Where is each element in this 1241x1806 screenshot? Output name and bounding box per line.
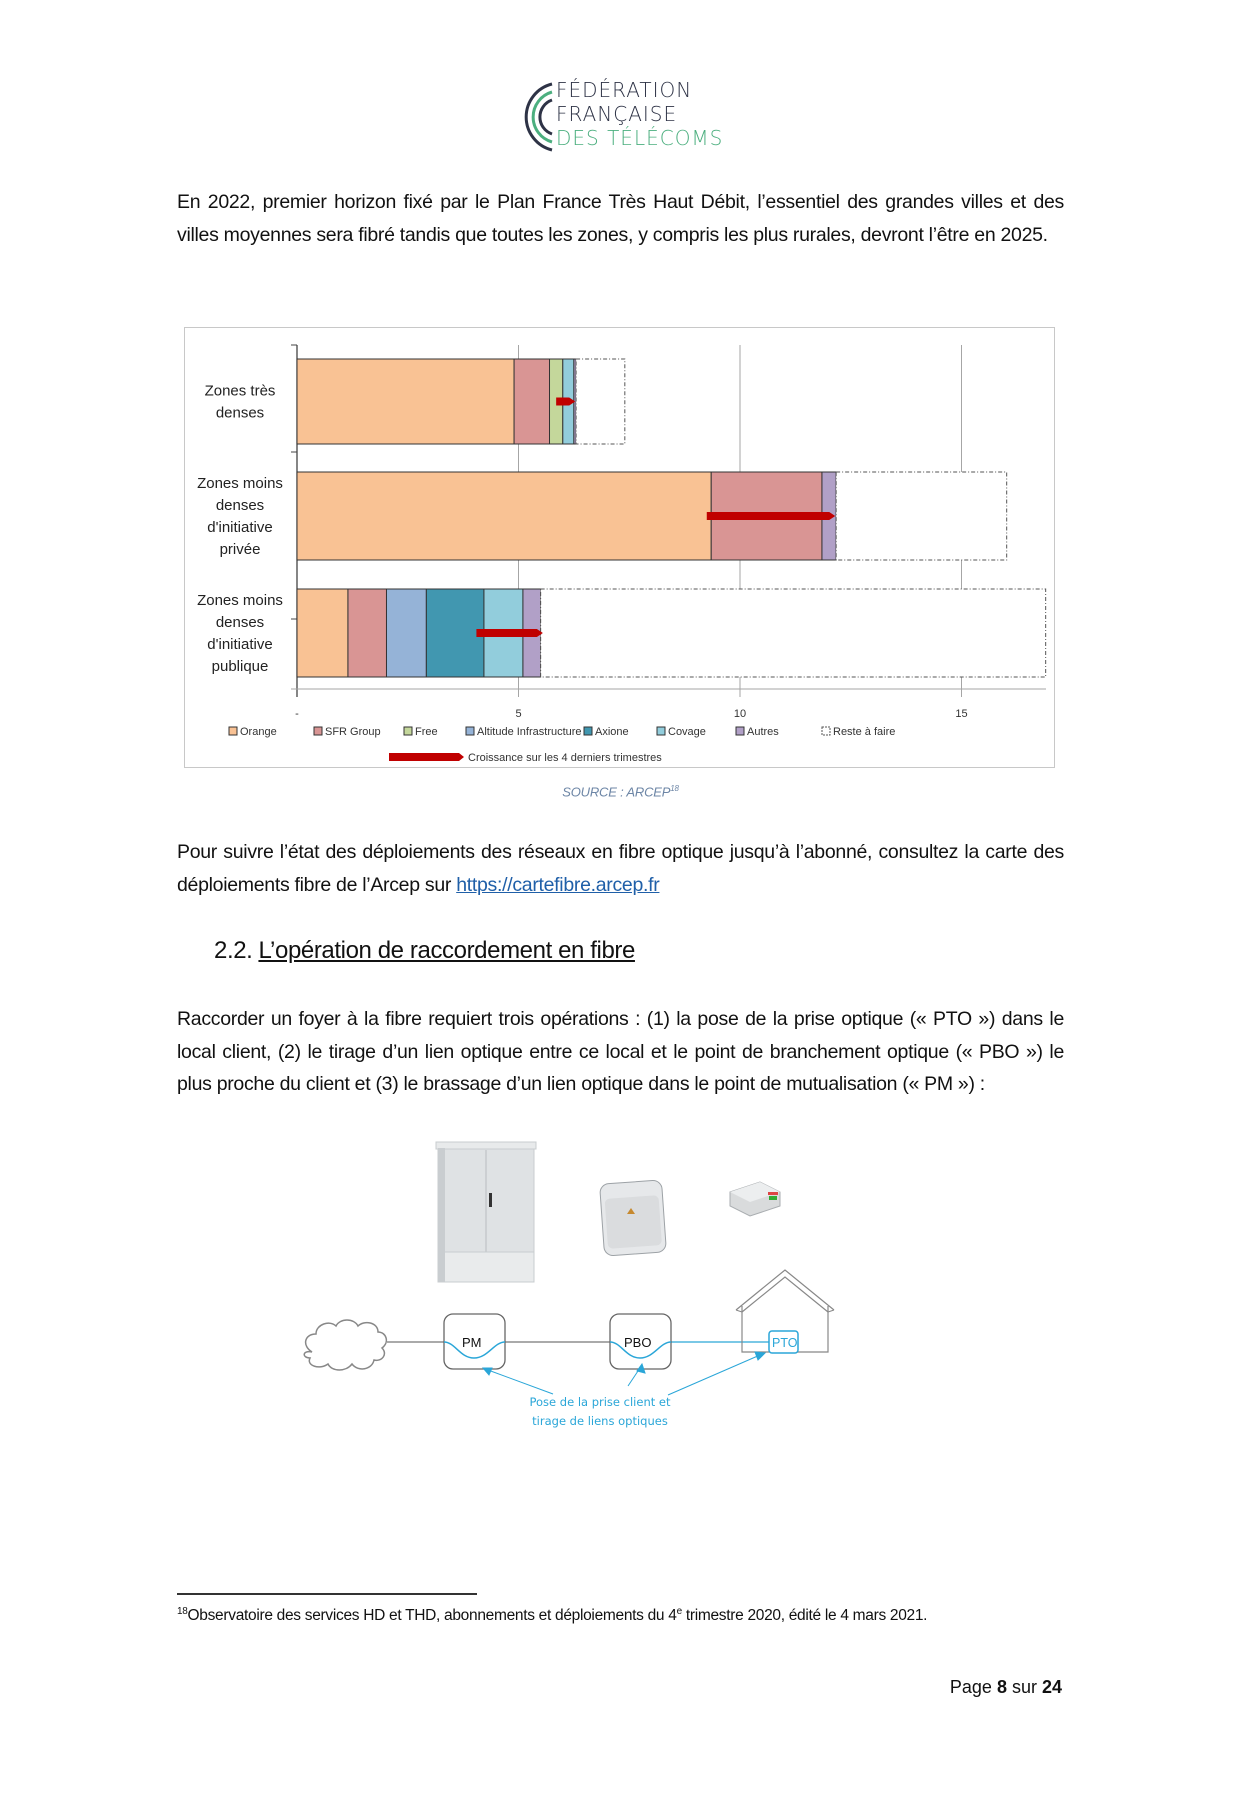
logo-line-2: FRANÇAISE [556, 102, 678, 126]
footnote [177, 1606, 927, 1625]
bar-segment-orange [297, 359, 514, 444]
page-mid: sur [1006, 1677, 1042, 1697]
legend-swatch [314, 727, 322, 735]
category-label: Zones moins [197, 592, 283, 609]
x-tick-label: 15 [955, 708, 968, 720]
legend-swatch [229, 727, 237, 735]
legend-label: Altitude Infrastructure [477, 726, 582, 738]
bar-segment-sfr-group [348, 589, 387, 677]
legend-growth-arrow [389, 753, 464, 761]
legend-label: Autres [747, 726, 779, 738]
pm-label: PM [462, 1335, 482, 1350]
legend-label: Free [415, 726, 438, 738]
legend-label: Orange [240, 726, 277, 738]
fiber-connection-diagram [290, 1130, 950, 1428]
legend-swatch [736, 727, 744, 735]
category-label: denses [215, 404, 265, 422]
annotation-line-1: Pose de la prise client et [529, 1395, 671, 1409]
legend-swatch [822, 727, 830, 735]
category-label: d'initiative [207, 519, 273, 536]
footnote-number: 18 [177, 1606, 188, 1617]
cartefibre-link[interactable]: https://cartefibre.arcep.fr [456, 873, 660, 896]
bar-segment-reste-faire [836, 472, 1007, 560]
legend-swatch [404, 727, 412, 735]
growth-arrow [476, 629, 542, 637]
caption-text: SOURCE : ARCEP [562, 784, 671, 800]
caption-footnote-ref[interactable]: 18 [670, 784, 679, 793]
paragraph-arcep-map [177, 836, 1064, 901]
pm-node[interactable] [444, 1314, 505, 1369]
legend-label: Axione [595, 726, 629, 738]
pbo-label: PBO [624, 1335, 652, 1350]
bar-segment-reste-faire [576, 359, 625, 444]
paragraph-intro: En 2022, premier horizon fixé par le Plan France Très Haut Débit, l’essentiel des grandes villes et des villes moyennes sera fibré tandis que toutes les zones, y compris les plus rurales, devront l’être en 2025. [177, 191, 1064, 246]
legend-swatch [466, 727, 474, 735]
x-tick-label: 5 [515, 708, 522, 720]
legend-swatch [657, 727, 665, 735]
category-label: d'initiative [207, 636, 273, 653]
bar-segment-reste-faire [541, 589, 1046, 677]
cloud-icon [304, 1320, 386, 1370]
category-label: Zones très [204, 382, 276, 400]
category-label: denses [215, 614, 265, 631]
footnote-text: Observatoire des services HD et THD, abonnements et déploiements du 4 [187, 1607, 677, 1625]
page-total: 24 [1041, 1677, 1062, 1697]
bar-segment-orange [297, 589, 348, 677]
bar-segment-orange [297, 472, 711, 560]
legend-swatch [584, 727, 592, 735]
pto-node[interactable] [769, 1331, 798, 1353]
category-label: denses [215, 497, 265, 514]
x-tick-label: - [295, 708, 299, 720]
footnote-sup: e [676, 1606, 682, 1617]
pbo-box-image [600, 1180, 667, 1256]
legend-label: SFR Group [325, 726, 381, 738]
chart-source-caption [177, 784, 1064, 799]
category-label: privée [219, 541, 261, 558]
legend-label: Reste à faire [833, 726, 896, 738]
paragraph-arcep-text: Pour suivre l’état des déploiements des réseaux en fibre optique jusqu’à l’abonné, consultez la carte des déploiements fibre de l’Arcep sur [177, 841, 1064, 896]
bar-segment-axione [426, 589, 484, 677]
street-cabinet-image [436, 1142, 536, 1282]
footnote-separator [177, 1593, 477, 1595]
pto-outlet-image [730, 1182, 780, 1216]
pto-label: PTO [772, 1336, 798, 1350]
pbo-node[interactable] [610, 1314, 671, 1369]
legend-label: Covage [668, 726, 706, 738]
logo-line-1: FÉDÉRATION [556, 78, 693, 102]
bar-segment-sfr-group [514, 359, 549, 444]
bar-segment-altitude-infrastructure [386, 589, 426, 677]
deployment-bar-chart [184, 327, 1055, 768]
federation-logo [508, 78, 738, 158]
category-label: publique [211, 658, 269, 675]
x-tick-label: 10 [733, 708, 747, 720]
page-number [950, 1677, 1062, 1698]
page-current: 8 [996, 1677, 1007, 1697]
logo-line-3: DES TÉLÉCOMS [556, 126, 724, 150]
section-number: 2.2. [214, 937, 253, 964]
category-label: Zones moins [197, 475, 283, 492]
section-heading [214, 937, 635, 965]
paragraph-raccordement: Raccorder un foyer à la fibre requiert trois opérations : (1) la pose de la prise optique (« PTO ») dans le local client, (2) le tirage d’un lien optique entre ce local et le point de branchement optique (« PBO ») le plus proche du client et (3) le brassage d’un lien optique dans le point de mutualisation (« PM ») : [177, 1008, 1064, 1095]
growth-arrow [707, 512, 835, 520]
concentric-arcs-icon [508, 80, 558, 154]
footnote-text-end: trimestre 2020, édité le 4 mars 2021. [681, 1607, 928, 1625]
page-prefix: Page [949, 1677, 997, 1697]
annotation-line-2: tirage de liens optiques [532, 1414, 668, 1428]
section-title: L’opération de raccordement en fibre [258, 937, 635, 964]
legend-growth-label: Croissance sur les 4 derniers trimestres [468, 752, 662, 764]
